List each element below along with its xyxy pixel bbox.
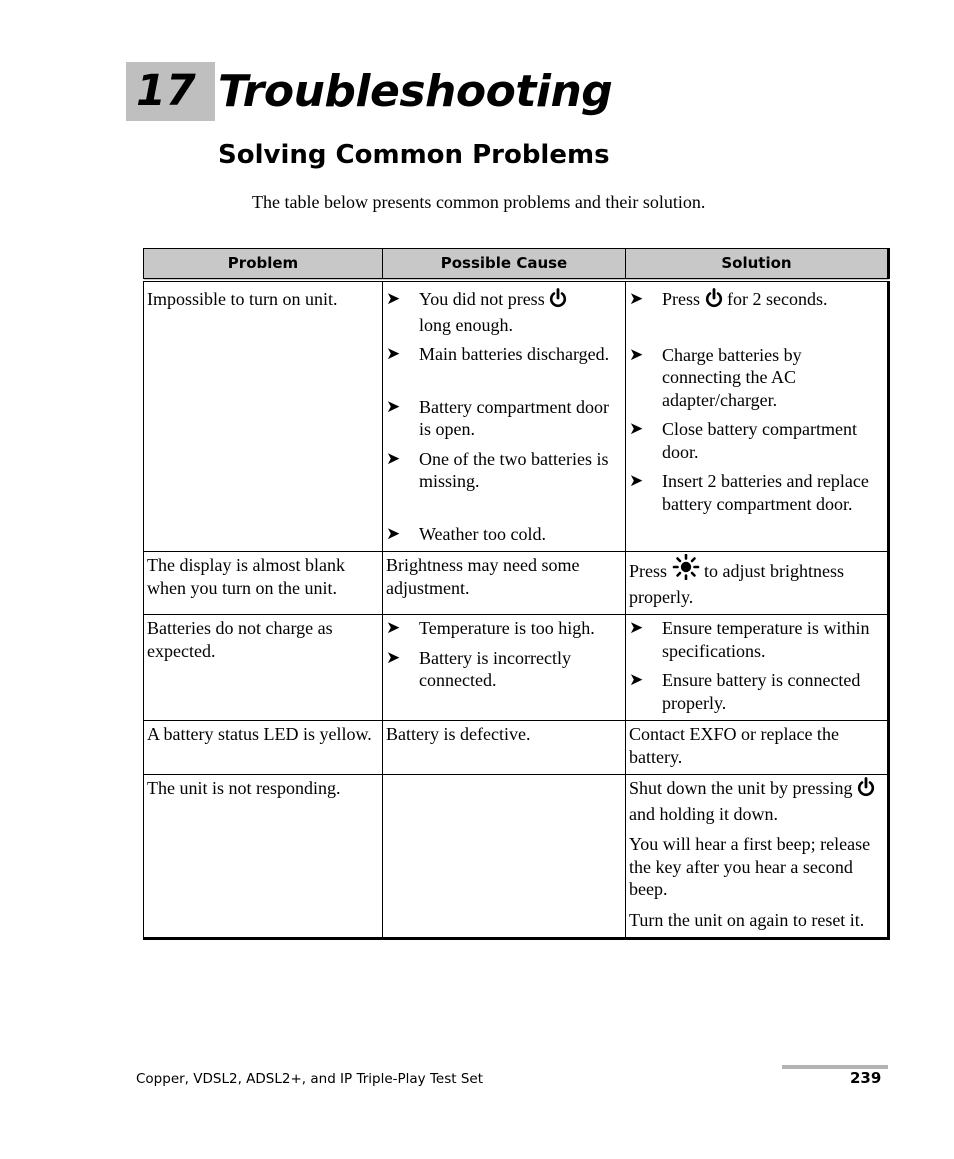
list-item: ➤ Ensure battery is connected properly.	[629, 670, 861, 713]
solution-paragraph: Shut down the unit by pressing and holding it down.	[629, 777, 884, 825]
problem-cell: The display is almost blank when you turn on the unit.	[144, 552, 383, 615]
solution-cell	[626, 775, 889, 939]
list-item: ➤ Press for 2 seconds.	[629, 288, 884, 314]
cause-cell: Battery is defective.	[383, 721, 626, 775]
cause-cell	[383, 615, 626, 721]
power-icon	[549, 288, 567, 314]
page-number: 239	[850, 1069, 882, 1087]
arrowhead-icon: ➤	[386, 344, 401, 363]
solution-paragraph: Turn the unit on again to reset it.	[629, 909, 865, 930]
arrowhead-icon: ➤	[386, 396, 401, 416]
troubleshooting-table	[143, 248, 888, 940]
section-title: Solving Common Problems	[218, 140, 610, 170]
list-item: ➤ Main batteries discharged.	[386, 344, 610, 364]
solution-cell: Press to adjust brightness properly.	[626, 552, 889, 615]
solution-cell	[626, 615, 889, 721]
table-row	[144, 280, 889, 552]
power-icon	[857, 777, 875, 803]
arrowhead-icon: ➤	[386, 448, 401, 468]
solution-cell: Contact EXFO or replace the battery.	[626, 721, 889, 775]
arrowhead-icon: ➤	[629, 344, 644, 364]
list-item: ➤ One of the two batteries is missing.	[386, 448, 609, 491]
list-item: ➤ Weather too cold.	[386, 523, 547, 544]
arrowhead-icon: ➤	[629, 471, 644, 490]
intro-text: The table below presents common problems and their solution.	[252, 192, 706, 212]
table-row	[144, 615, 889, 721]
footer-title: Copper, VDSL2, ADSL2+, and IP Triple-Play Test Set	[136, 1071, 484, 1087]
list-item: ➤ Battery compartment door is open.	[386, 396, 609, 439]
arrowhead-icon: ➤	[386, 523, 401, 543]
problem-cell: Batteries do not charge as expected.	[144, 615, 383, 721]
list-item: ➤ You did not press long enough.	[386, 288, 622, 336]
list-item: ➤ Temperature is too high.	[386, 618, 595, 638]
arrowhead-icon: ➤	[386, 289, 401, 308]
brightness-icon	[672, 554, 700, 586]
list-item: ➤ Battery is incorrectly connected.	[386, 647, 571, 690]
table-row	[144, 552, 889, 615]
cause-cell	[383, 280, 626, 552]
problem-cell: The unit is not responding.	[144, 775, 383, 939]
list-item: ➤ Close battery compartment door.	[629, 419, 857, 462]
solution-cell	[626, 280, 889, 552]
table-row	[144, 775, 889, 939]
arrowhead-icon: ➤	[386, 647, 401, 667]
header-solution: Solution	[626, 249, 889, 281]
table-header-row	[144, 249, 889, 281]
arrowhead-icon: ➤	[629, 670, 644, 689]
cause-cell: Brightness may need some adjustment.	[383, 552, 626, 615]
power-icon	[705, 288, 723, 314]
chapter-title: Troubleshooting	[218, 66, 613, 117]
arrowhead-icon: ➤	[629, 289, 644, 308]
arrowhead-icon: ➤	[629, 618, 644, 637]
chapter-number: 17	[126, 62, 215, 121]
arrowhead-icon: ➤	[629, 419, 644, 438]
cause-cell	[383, 775, 626, 939]
list-item: ➤ Insert 2 batteries and replace battery compartment door.	[629, 471, 869, 514]
arrowhead-icon: ➤	[386, 618, 401, 637]
list-item: ➤ Charge batteries by connecting the AC adapter/charger.	[629, 344, 802, 410]
solution-paragraph: You will hear a first beep; release the key after you hear a second beep.	[629, 834, 871, 899]
header-problem: Problem	[144, 249, 383, 281]
problem-cell: A battery status LED is yellow.	[144, 721, 383, 775]
header-possible-cause: Possible Cause	[383, 249, 626, 281]
problem-cell: Impossible to turn on unit.	[144, 280, 383, 552]
list-item: ➤ Ensure temperature is within specifications.	[629, 618, 870, 661]
table-row	[144, 721, 889, 775]
